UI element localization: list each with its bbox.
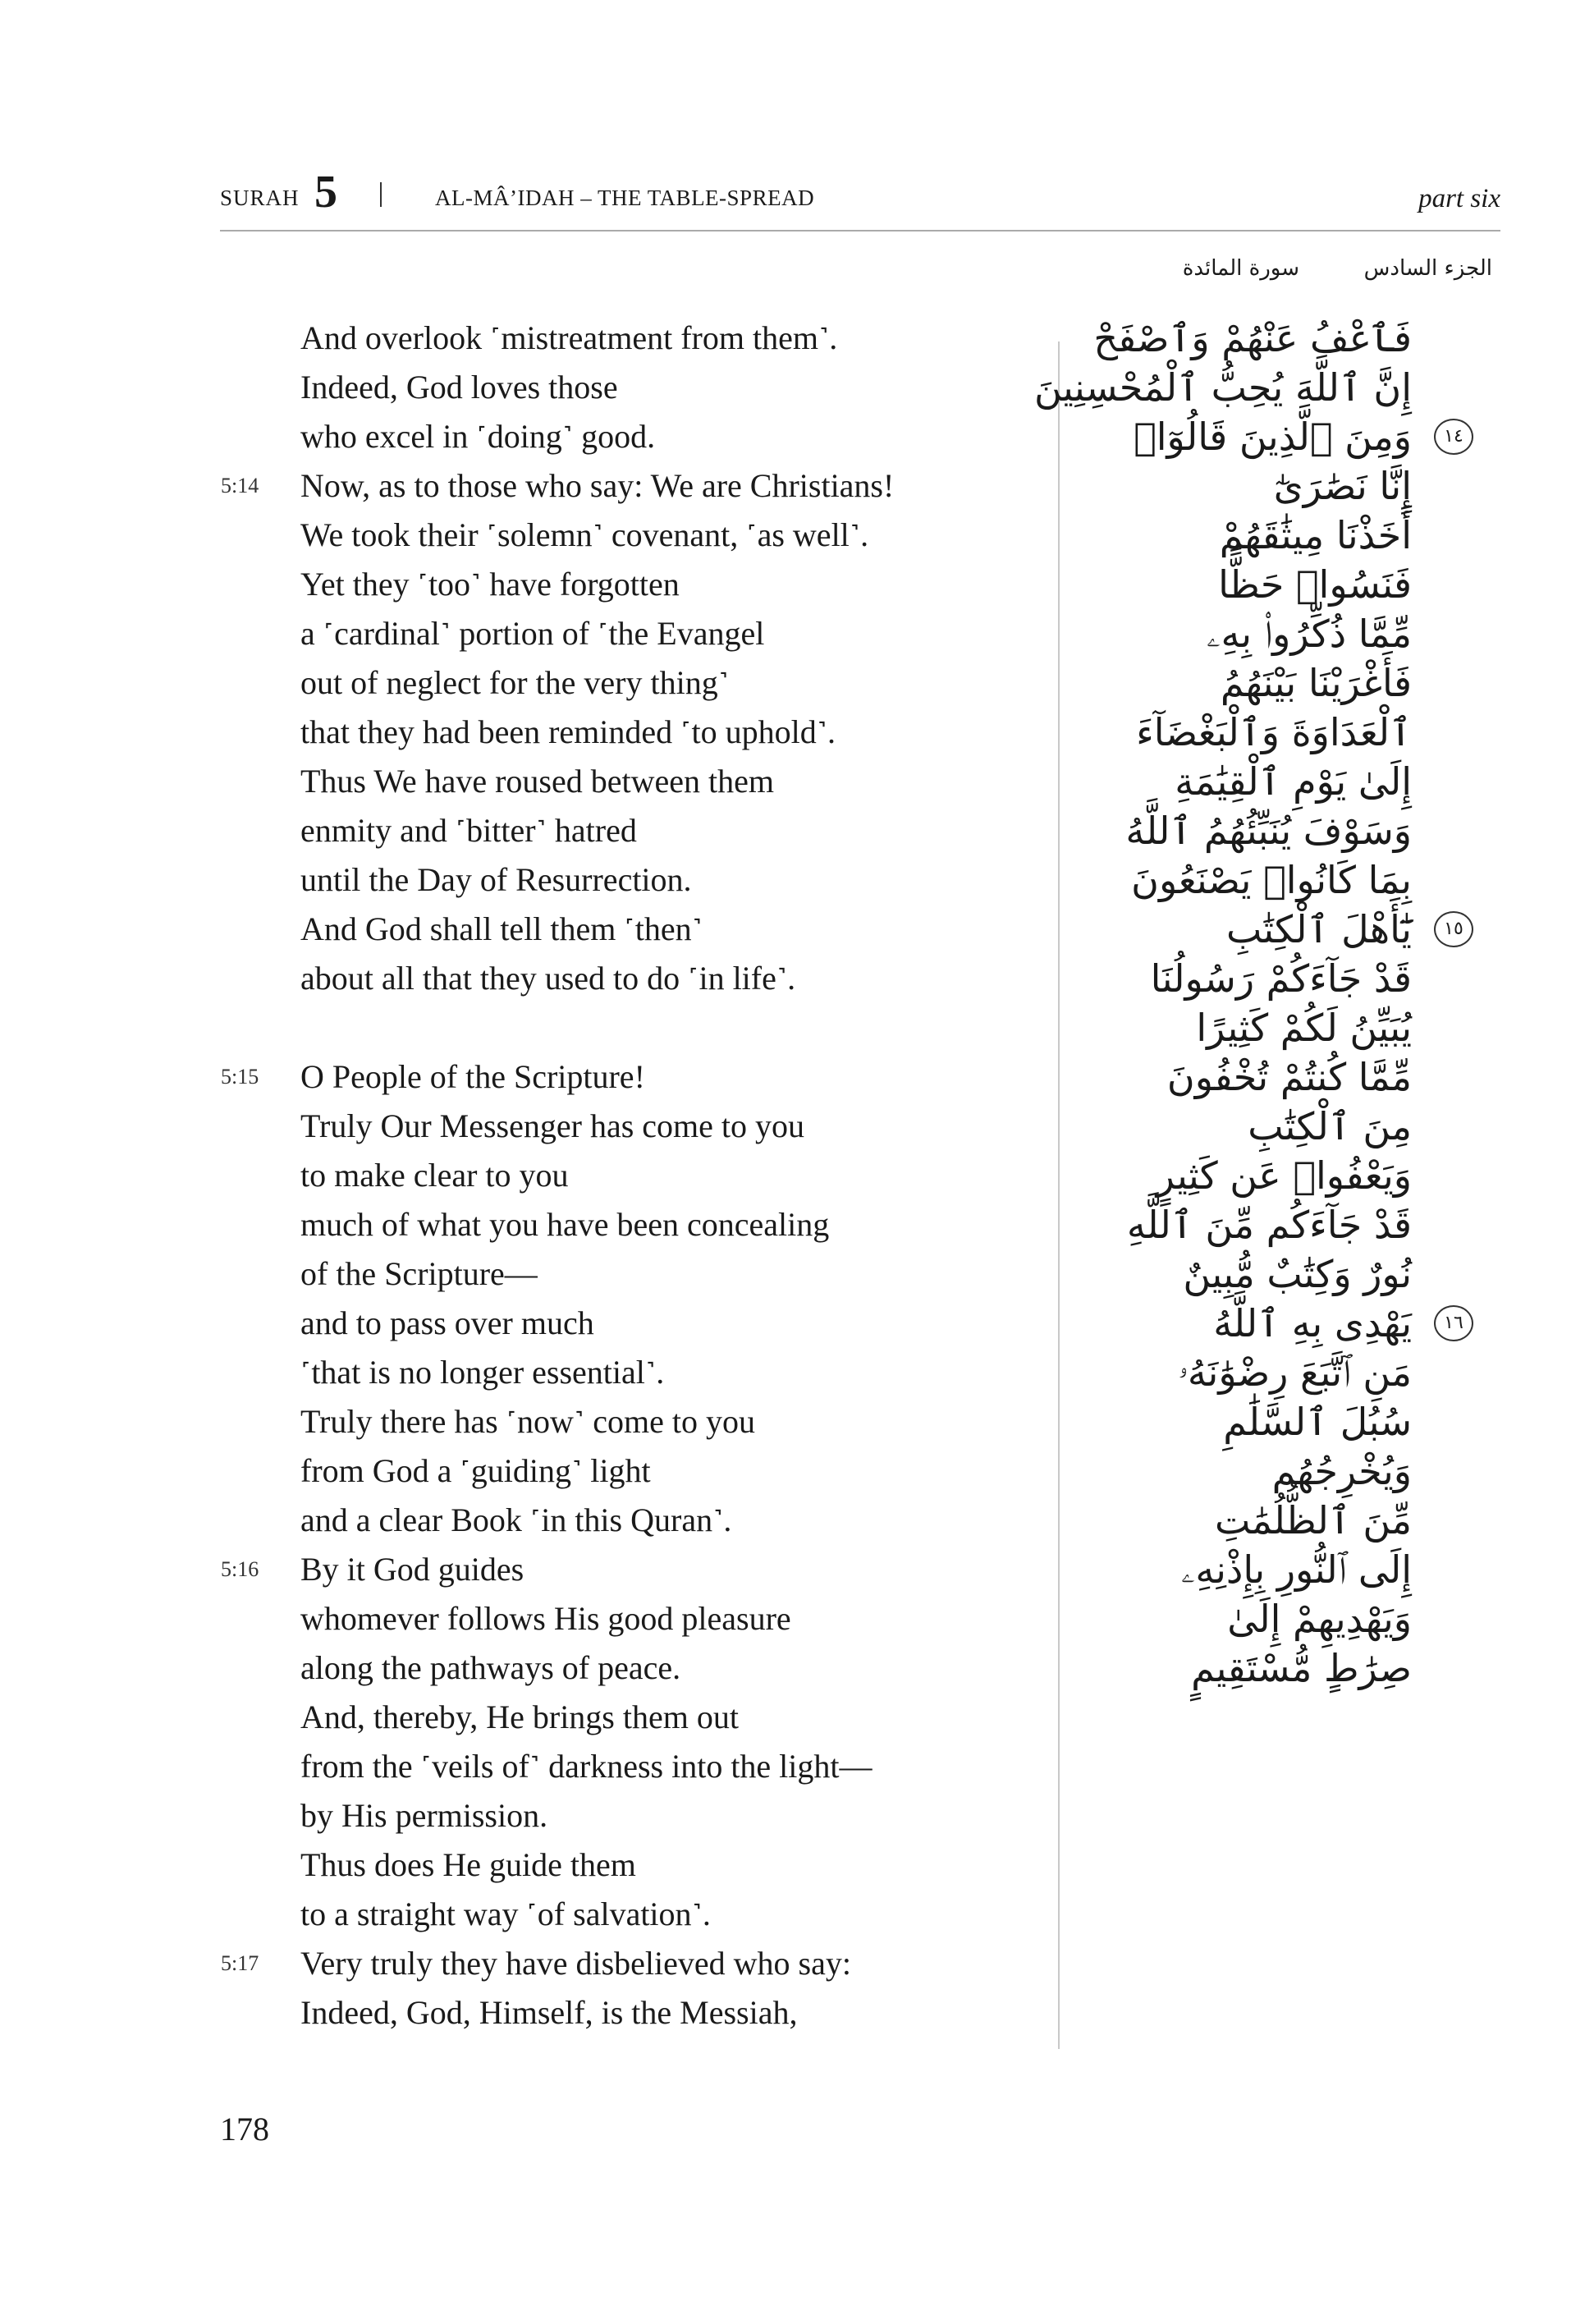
translation-line [213,609,1042,658]
arabic-line [1083,1446,1500,1496]
translation-line [213,1594,1042,1643]
arabic-surah-label: سورة المائدة [1182,256,1299,281]
translation-text: to a straight way ˹of salvation˺. [300,1895,711,1932]
column-divider [1058,341,1060,2049]
translation-text: of the Scripture— [300,1255,538,1292]
translation-line [213,1102,1042,1151]
translation-line [213,905,1042,954]
arabic-line [1083,658,1500,708]
arabic-text: مِّنَ ٱلظُّلُمَٰتِ [1215,1498,1412,1542]
translation-text: out of neglect for the very thing˺ [300,664,730,701]
arabic-text-column [1033,314,1500,1693]
translation-text: much of what you have been concealing [300,1206,830,1243]
translation-text: Yet they ˹too˺ have forgotten [300,566,680,603]
arabic-text: مَنِ ٱتَّبَعَ رِضْوَٰنَهُۥ [1178,1350,1412,1395]
arabic-line [1083,954,1500,1003]
page-number: 178 [220,2111,269,2148]
arabic-text: صِرَٰطٍ مُّسْتَقِيمٍ [1191,1646,1412,1690]
arabic-text: يُبَيِّنُ لَكُمْ كَثِيرًا [1196,1006,1412,1050]
translation-line [213,511,1042,560]
arabic-line [1083,708,1500,757]
translation-text: from God a ˹guiding˺ light [300,1452,651,1489]
arabic-text: وَيُخْرِجُهُم [1271,1449,1412,1493]
arabic-text: مِنَ ٱلْكِتَٰبِ [1248,1104,1412,1148]
translation-line [213,1988,1042,2038]
arabic-line [1083,1545,1500,1594]
arabic-line [1083,1052,1500,1102]
arabic-text: إِنَّا نَصَٰرَىٰٓ [1273,464,1412,508]
surah-title: AL-MÂ’IDAH – THE TABLE-SPREAD [435,186,815,210]
arabic-text: وَيَعْفُوا۟ عَن كَثِيرٍ [1156,1153,1412,1198]
translation-text: enmity and ˹bitter˺ hatred [300,812,637,849]
translation-line [213,1890,1042,1939]
translation-text: We took their ˹solemn˺ covenant, ˹as well˺. [300,516,869,553]
arabic-text: مِّمَّا كُنتُمْ تُخْفُونَ [1166,1055,1412,1099]
arabic-line [1083,1594,1500,1643]
translation-line [213,1348,1042,1397]
arabic-line [1083,314,1500,363]
translation-text: Truly Our Messenger has come to you [300,1107,805,1144]
arabic-text: وَمِنَ ٱلَّذِينَ قَالُوٓا۟ [1134,415,1412,459]
translation-line [213,1939,1042,1988]
arabic-line [1083,1299,1500,1348]
surah-label: SURAH [220,186,300,210]
translation-text: Indeed, God, Himself, is the Messiah, [300,1994,798,2031]
arabic-text: وَسَوْفَ يُنَبِّئُهُمُ ٱللَّهُ [1125,809,1412,853]
translation-line [213,1643,1042,1693]
translation-line [213,1299,1042,1348]
translation-text: Very truly they have disbelieved who say: [300,1945,851,1982]
arabic-text: سُبُلَ ٱلسَّلَٰمِ [1223,1400,1412,1444]
header-rule [220,230,1500,231]
translation-text: that they had been reminded ˹to uphold˺. [300,713,836,750]
translation-text: by His permission. [300,1797,548,1834]
translation-line [213,954,1042,1003]
arabic-line [1083,1102,1500,1151]
translation-text: And God shall tell them ˹then˺ [300,910,703,947]
translation-line [213,560,1042,609]
translation-text: By it God guides [300,1551,524,1588]
translation-line [213,1151,1042,1200]
translation-line [213,1446,1042,1496]
translation-text: who excel in ˹doing˺ good. [300,418,656,455]
page-header [220,167,1500,220]
arabic-line [1083,905,1500,954]
arabic-text: أَخَذْنَا مِيثَٰقَهُمْ [1219,513,1412,557]
arabic-text: يَٰٓأَهْلَ ٱلْكِتَٰبِ [1226,907,1412,951]
verse-reference: 5:14 [221,474,259,497]
translation-text: and to pass over much [300,1304,594,1341]
translation-text: ˹that is no longer essential˺. [300,1354,665,1391]
arabic-text: فَٱعْفُ عَنْهُمْ وَٱصْفَحْ [1093,316,1412,360]
translation-line [213,1840,1042,1890]
verse-reference: 5:16 [221,1557,259,1581]
verse-reference: 5:17 [221,1951,259,1975]
arabic-line [1083,1643,1500,1693]
arabic-part-label: الجزء السادس [1363,256,1492,281]
translation-line [213,1249,1042,1299]
arabic-line [1083,609,1500,658]
arabic-text: فَأَغْرَيْنَا بَيْنَهُمُ [1220,661,1412,705]
translation-line [213,1052,1042,1102]
arabic-line [1083,412,1500,461]
arabic-line [1083,560,1500,609]
translation-line [213,1496,1042,1545]
translation-line [213,1200,1042,1249]
verse-number-marker: ١٦ [1434,1305,1473,1341]
translation-text: until the Day of Resurrection. [300,861,692,898]
arabic-text: نُورٌ وَكِتَٰبٌ مُّبِينٌ [1183,1252,1412,1296]
arabic-line [1033,363,1500,412]
translation-text: and a clear Book ˹in this Quran˺. [300,1501,732,1538]
translation-line [213,855,1042,905]
translation-text: whomever follows His good pleasure [300,1600,791,1637]
stanza-gap [213,1003,1042,1052]
arabic-line [1083,511,1500,560]
translation-line [213,363,1042,412]
arabic-text: قَدْ جَآءَكُمْ رَسُولُنَا [1150,956,1412,1001]
translation-line [213,1397,1042,1446]
translation-line [213,806,1042,855]
surah-number: 5 [314,167,337,218]
translation-line [213,1545,1042,1594]
translation-text: Thus We have roused between them [300,763,774,800]
translation-line [213,1693,1042,1742]
arabic-text: يَهْدِى بِهِ ٱللَّهُ [1213,1301,1412,1345]
arabic-line [1083,1003,1500,1052]
part-label: part six [1418,184,1500,213]
translation-text: Indeed, God loves those [300,369,618,406]
arabic-text: قَدْ جَآءَكُم مِّنَ ٱللَّهِ [1126,1203,1412,1247]
arabic-line [1083,1348,1500,1397]
translation-text: about all that they used to do ˹in life˺. [300,960,796,997]
arabic-line [1083,1397,1500,1446]
arabic-text: ٱلْعَدَاوَةَ وَٱلْبَغْضَآءَ [1136,710,1412,754]
arabic-line [1083,461,1500,511]
translation-text: a ˹cardinal˺ portion of ˹the Evangel [300,615,765,652]
translation-line [213,1742,1042,1791]
translation-text: along the pathways of peace. [300,1649,681,1686]
arabic-line [1083,806,1500,855]
arabic-line [1083,855,1500,905]
arabic-text: بِمَا كَانُوا۟ يَصْنَعُونَ [1131,858,1412,902]
arabic-line [1083,1151,1500,1200]
arabic-text: إِنَّ ٱللَّهَ يُحِبُّ ٱلْمُحْسِنِينَ [1033,365,1412,410]
translation-line [213,1791,1042,1840]
arabic-text: مِّمَّا ذُكِّرُوا۟ بِهِۦ [1207,612,1412,656]
verse-number-marker: ١٥ [1434,911,1473,947]
verse-reference: 5:15 [221,1065,259,1089]
translation-text: from the ˹veils of˺ darkness into the light— [300,1748,873,1785]
arabic-header [1100,256,1500,297]
arabic-line [1083,1249,1500,1299]
translation-line [213,314,1042,363]
translation-text: And, thereby, He brings them out [300,1698,739,1735]
arabic-text: إِلَى ٱلنُّورِ بِإِذْنِهِۦ [1180,1547,1412,1592]
verse-number-marker: ١٤ [1434,419,1473,455]
arabic-line [1083,757,1500,806]
header-separator [380,182,382,207]
translation-line [213,412,1042,461]
english-translation-column [213,314,1042,2038]
translation-line [213,658,1042,708]
arabic-line [1083,1496,1500,1545]
translation-text: Now, as to those who say: We are Christians! [300,467,895,504]
arabic-text: إِلَىٰ يَوْمِ ٱلْقِيَٰمَةِ [1175,759,1412,804]
translation-line [213,757,1042,806]
arabic-text: فَنَسُوا۟ حَظًّا [1218,562,1412,607]
translation-text: O People of the Scripture! [300,1058,645,1095]
translation-text: And overlook ˹mistreatment from them˺. [300,319,838,356]
translation-text: to make clear to you [300,1157,569,1194]
arabic-line [1083,1200,1500,1249]
translation-text: Truly there has ˹now˺ come to you [300,1403,755,1440]
translation-text: Thus does He guide them [300,1846,636,1883]
translation-line [213,461,1042,511]
translation-line [213,708,1042,757]
arabic-text: وَيَهْدِيهِمْ إِلَىٰ [1227,1597,1412,1641]
